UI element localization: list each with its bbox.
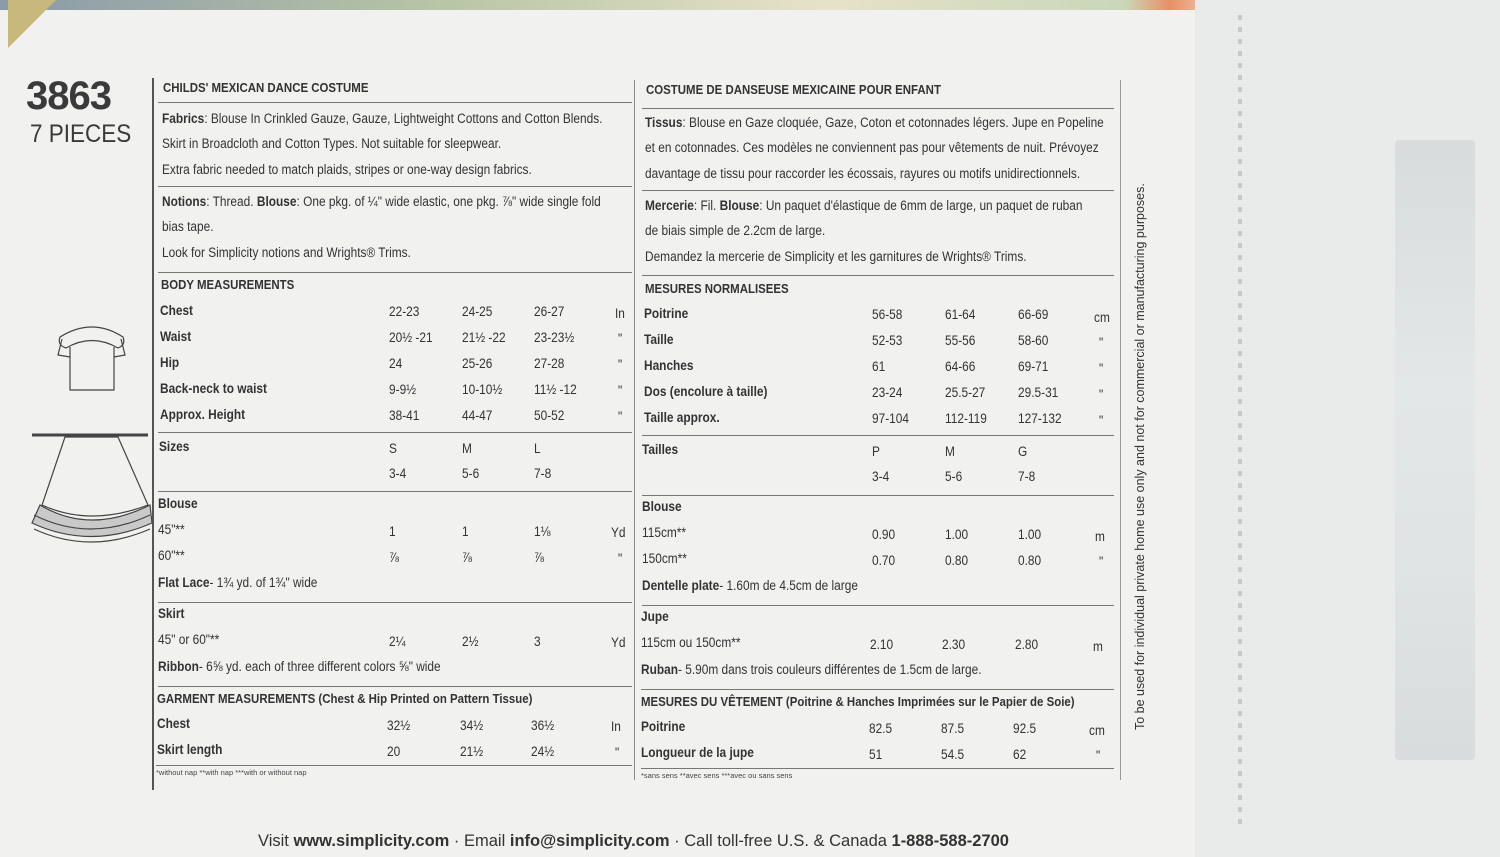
- fr-notions-line2: de biais simple de 2.2cm de large.: [645, 223, 826, 238]
- fr-notions-label: Mercerie: [645, 198, 694, 213]
- fr-body-value: 61: [872, 359, 886, 374]
- fr-body-unit: cm: [1094, 310, 1110, 325]
- en-notions-text: : One pkg. of ¼" wide elastic, one pkg. ⅞" wide single fold: [296, 194, 601, 209]
- fr-flat-lace: [642, 578, 858, 593]
- fr-body-value: 61-64: [945, 307, 976, 322]
- fr-garment-value: 87.5: [941, 721, 965, 736]
- en-body-label: Waist: [160, 329, 192, 344]
- email-link[interactable]: info@simplicity.com: [509, 832, 670, 850]
- en-garment-value: 21½: [460, 744, 484, 759]
- perforated-fold-line: [1238, 15, 1242, 825]
- fr-body-unit: ": [1099, 387, 1104, 402]
- footer-visit: Visit: [258, 832, 294, 850]
- fr-garment-value: 51: [869, 747, 883, 762]
- fr-size-letter: G: [1018, 444, 1028, 459]
- en-size-letter: S: [389, 441, 397, 456]
- en-rule: [156, 765, 632, 766]
- fr-body-label: Taille approx.: [644, 410, 720, 425]
- en-size-number: 7-8: [534, 466, 552, 481]
- fr-body-value: 127-132: [1018, 411, 1062, 426]
- fr-rule: [641, 689, 1114, 690]
- en-fabrics-text: : Blouse In Crinkled Gauze, Gauze, Lightweight Cottons and Cotton Blends.: [204, 111, 603, 126]
- en-body-label: Chest: [160, 303, 194, 318]
- pattern-number: 3863: [26, 74, 111, 118]
- fr-body-unit: ": [1099, 361, 1104, 376]
- fr-body-value: 55-56: [945, 333, 976, 348]
- en-rule: [158, 102, 632, 103]
- website-link[interactable]: www.simplicity.com: [293, 832, 450, 850]
- fr-body-value: 112-119: [945, 411, 987, 426]
- en-rule: [158, 491, 632, 492]
- fr-ribbon: [641, 662, 982, 677]
- fr-garment-unit: ": [1096, 748, 1101, 763]
- fr-garment-header: MESURES DU VÊTEMENT (Poitrine & Hanches Imprimées sur le Papier de Soie): [641, 694, 1075, 709]
- fr-rule: [641, 768, 1114, 769]
- fr-body-value: 25.5-27: [945, 385, 986, 400]
- fr-footnote: *sans sens **avec sens ***avec ou sans sens: [641, 771, 793, 780]
- en-ribbon-text: - 6⅝ yd. each of three different colors ⅝" wide: [198, 659, 441, 674]
- en-flat-lace: [158, 575, 317, 590]
- en-garment-value: 32½: [387, 718, 411, 733]
- fr-fabrics-line3: davantage de tissu pour raccorder les écossais, rayures ou motifs unidirectionnels.: [645, 166, 1081, 181]
- en-size-number: 3-4: [389, 466, 407, 481]
- fr-sizes-label: Tailles: [642, 442, 679, 457]
- fr-body-unit: ": [1099, 413, 1104, 428]
- en-notions-blouse: Blouse: [256, 194, 297, 209]
- en-rule: [158, 432, 632, 433]
- skirt-icon: [32, 437, 152, 542]
- fr-body-value: 64-66: [945, 359, 976, 374]
- fr-body-value: 69-71: [1018, 359, 1049, 374]
- fr-flat-lace-text: - 1.60m de 4.5cm de large: [719, 578, 858, 593]
- fr-fabrics-text: : Blouse en Gaze cloquée, Gaze, Coton et cotonnades légers. Jupe en Popeline: [682, 115, 1104, 130]
- fr-rule: [642, 495, 1114, 496]
- fr-blouse-label: Blouse: [642, 499, 682, 514]
- fr-skirt-label: Jupe: [641, 609, 669, 624]
- fr-notions-line1: [645, 198, 1083, 213]
- en-garment-value: 20: [387, 744, 401, 759]
- fr-blouse-unit: ": [1099, 554, 1104, 569]
- en-rule: [158, 602, 632, 603]
- en-footnote: *without nap **with nap ***with or without nap: [156, 768, 307, 777]
- en-body-value: 10-10½: [462, 382, 503, 397]
- en-body-value: 26-27: [534, 304, 565, 319]
- fr-ribbon-text: - 5.90m dans trois couleurs différentes de 1.5cm de large.: [677, 662, 982, 677]
- fr-blouse-row-label: 115cm**: [642, 525, 687, 540]
- footer-call: · Call toll-free U.S. & Canada: [669, 832, 892, 850]
- fr-body-value: 56-58: [872, 307, 903, 322]
- en-blouse-value: 1⅛: [534, 524, 551, 539]
- en-skirt-value: 2¼: [389, 634, 406, 649]
- en-body-unit: ": [618, 383, 623, 398]
- en-notions-line3: Look for Simplicity notions and Wrights® Trims.: [162, 245, 411, 260]
- en-size-number: 5-6: [462, 466, 480, 481]
- en-fabrics-label: Fabrics: [162, 111, 205, 126]
- fr-blouse-value: 0.90: [872, 527, 896, 542]
- en-blouse-row-label: 45"**: [158, 522, 185, 537]
- en-body-value: 22-23: [389, 304, 420, 319]
- en-blouse-value: ⅞: [389, 550, 399, 565]
- fr-blouse-value: 1.00: [945, 527, 969, 542]
- fr-rule: [642, 190, 1114, 191]
- fr-blouse-value: 0.80: [945, 553, 969, 568]
- en-fabrics-line2: Skirt in Broadcloth and Cotton Types. Not suitable for sleepwear.: [162, 136, 502, 151]
- en-body-value: 24: [389, 356, 403, 371]
- fr-fabrics-label: Tissus: [645, 115, 683, 130]
- fr-rule: [642, 605, 1114, 606]
- en-skirt-unit: Yd: [611, 635, 626, 650]
- en-ribbon: [158, 659, 441, 674]
- en-body-value: 24-25: [462, 304, 493, 319]
- en-body-value: 25-26: [462, 356, 493, 371]
- fr-blouse-row-label: 150cm**: [642, 551, 687, 566]
- phone-number[interactable]: 1-888-588-2700: [891, 832, 1009, 850]
- fr-rule: [642, 435, 1114, 436]
- contact-footer: [258, 832, 1009, 851]
- fr-garment-value: 54.5: [941, 747, 965, 762]
- en-size-letter: L: [534, 441, 541, 456]
- en-blouse-value: ⅞: [534, 550, 544, 565]
- fr-body-label: Taille: [644, 332, 674, 347]
- fr-title: COSTUME DE DANSEUSE MEXICAINE POUR ENFANT: [646, 82, 941, 97]
- fr-body-value: 23-24: [872, 385, 903, 400]
- en-sizes-label: Sizes: [159, 439, 190, 454]
- pieces-count: 7 PIECES: [30, 120, 132, 148]
- en-body-unit: ": [618, 357, 623, 372]
- en-flat-lace-label: Flat Lace: [158, 575, 210, 590]
- fr-size-number: 7-8: [1018, 469, 1036, 484]
- en-skirt-label: Skirt: [158, 606, 185, 621]
- en-garment-value: 36½: [531, 718, 555, 733]
- fr-fabrics-line2: et en cotonnades. Ces modèles ne conviennent pas pour vêtements de nuit. Prévoyez: [645, 140, 1099, 155]
- fr-flat-lace-label: Dentelle plate: [642, 578, 720, 593]
- fr-garment-value: 92.5: [1013, 721, 1037, 736]
- fr-rule: [642, 108, 1114, 109]
- show-through-print: [1395, 140, 1475, 760]
- fr-body-label: Hanches: [644, 358, 694, 373]
- en-garment-label: Chest: [157, 716, 191, 731]
- fr-size-letter: P: [872, 444, 880, 459]
- fr-blouse-unit: m: [1095, 529, 1105, 544]
- en-body-unit: ": [618, 409, 623, 424]
- en-blouse-value: ⅞: [462, 550, 472, 565]
- fr-ribbon-label: Ruban: [641, 662, 678, 677]
- en-blouse-unit: Yd: [611, 525, 626, 540]
- fr-body-value: 66-69: [1018, 307, 1049, 322]
- blouse-icon: [58, 327, 125, 390]
- fr-garment-label: Poitrine: [641, 719, 686, 734]
- en-body-unit: In: [615, 306, 625, 321]
- en-body-value: 50-52: [534, 408, 565, 423]
- en-skirt-row-label: 45" or 60"**: [158, 632, 220, 647]
- fr-skirt-value: 2.80: [1015, 637, 1039, 652]
- en-body-value: 21½ -22: [462, 330, 506, 345]
- en-body-value: 20½ -21: [389, 330, 433, 345]
- en-fabrics-line1: [162, 111, 602, 126]
- fr-notions-blouse: Blouse: [719, 198, 760, 213]
- en-body-unit: ": [618, 331, 623, 346]
- fr-skirt-value: 2.10: [870, 637, 894, 652]
- fr-blouse-value: 0.70: [872, 553, 896, 568]
- en-notions-thread: : Thread.: [206, 194, 254, 209]
- en-blouse-value: 1: [389, 524, 396, 539]
- en-body-value: 44-47: [462, 408, 493, 423]
- fr-body-value: 97-104: [872, 411, 910, 426]
- fr-body-unit: ": [1099, 335, 1104, 350]
- fr-body-label: Dos (encolure à taille): [644, 384, 768, 399]
- en-rule: [158, 272, 632, 273]
- fr-size-letter: M: [945, 444, 955, 459]
- en-blouse-value: 1: [462, 524, 469, 539]
- fr-notions-thread: : Fil.: [693, 198, 717, 213]
- fr-skirt-value: 2.30: [942, 637, 966, 652]
- en-body-label: Hip: [160, 355, 180, 370]
- en-blouse-row-label: 60"**: [158, 548, 185, 563]
- en-skirt-value: 2½: [462, 634, 479, 649]
- en-body-value: 9-9½: [389, 382, 417, 397]
- en-body-value: 11½ -12: [534, 382, 577, 397]
- en-body-value: 38-41: [389, 408, 420, 423]
- en-notions-line1: [162, 194, 601, 209]
- fr-garment-value: 82.5: [869, 721, 893, 736]
- usage-disclaimer: To be used for individual private home use only and not for commercial or manufacturing purposes.: [1133, 183, 1147, 730]
- en-garment-value: 24½: [531, 744, 555, 759]
- en-garment-header: GARMENT MEASUREMENTS (Chest & Hip Printed on Pattern Tissue): [157, 691, 533, 706]
- en-blouse-label: Blouse: [158, 496, 198, 511]
- torn-corner: [8, 0, 56, 48]
- en-notions-line2: bias tape.: [162, 219, 214, 234]
- en-garment-value: 34½: [460, 718, 484, 733]
- en-garment-label: Skirt length: [157, 742, 223, 757]
- en-body-value: 27-28: [534, 356, 565, 371]
- fr-garment-value: 62: [1013, 747, 1027, 762]
- fr-garment-unit: cm: [1089, 723, 1105, 738]
- right-divider: [1120, 80, 1121, 780]
- en-title: CHILDS' MEXICAN DANCE COSTUME: [163, 80, 369, 95]
- en-size-letter: M: [462, 441, 472, 456]
- en-skirt-value: 3: [534, 634, 541, 649]
- en-body-header: BODY MEASUREMENTS: [161, 277, 295, 292]
- fr-fabrics-line1: [645, 115, 1104, 130]
- fr-body-value: 52-53: [872, 333, 903, 348]
- en-rule: [158, 186, 632, 187]
- fr-body-header: MESURES NORMALISEES: [645, 281, 789, 296]
- fr-size-number: 5-6: [945, 469, 963, 484]
- center-divider: [634, 80, 635, 780]
- fr-rule: [642, 275, 1114, 276]
- en-fabrics-line3: Extra fabric needed to match plaids, stripes or one-way design fabrics.: [162, 162, 532, 177]
- fr-blouse-value: 0.80: [1018, 553, 1042, 568]
- en-flat-lace-text: - 1¾ yd. of 1¾" wide: [209, 575, 318, 590]
- fr-size-number: 3-4: [872, 469, 890, 484]
- en-blouse-unit: ": [618, 551, 623, 566]
- fr-skirt-unit: m: [1093, 639, 1103, 654]
- fr-notions-line3: Demandez la mercerie de Simplicity et les garnitures de Wrights® Trims.: [645, 249, 1027, 264]
- fr-notions-text: : Un paquet d'élastique de 6mm de large, un paquet de ruban: [759, 198, 1083, 213]
- footer-email-prefix: · Email: [449, 832, 510, 850]
- fr-garment-label: Longueur de la jupe: [641, 745, 754, 760]
- fr-blouse-value: 1.00: [1018, 527, 1042, 542]
- fr-skirt-row-label: 115cm ou 150cm**: [641, 635, 741, 650]
- en-ribbon-label: Ribbon: [158, 659, 199, 674]
- en-body-value: 23-23½: [534, 330, 575, 345]
- fr-body-label: Poitrine: [644, 306, 689, 321]
- en-garment-unit: In: [611, 719, 621, 734]
- en-notions-label: Notions: [162, 194, 207, 209]
- en-body-label: Approx. Height: [160, 407, 246, 422]
- en-rule: [158, 686, 632, 687]
- fr-body-value: 29.5-31: [1018, 385, 1059, 400]
- en-garment-unit: ": [615, 745, 620, 760]
- fr-body-value: 58-60: [1018, 333, 1049, 348]
- en-body-label: Back-neck to waist: [160, 381, 267, 396]
- garment-illustrations: [30, 315, 155, 550]
